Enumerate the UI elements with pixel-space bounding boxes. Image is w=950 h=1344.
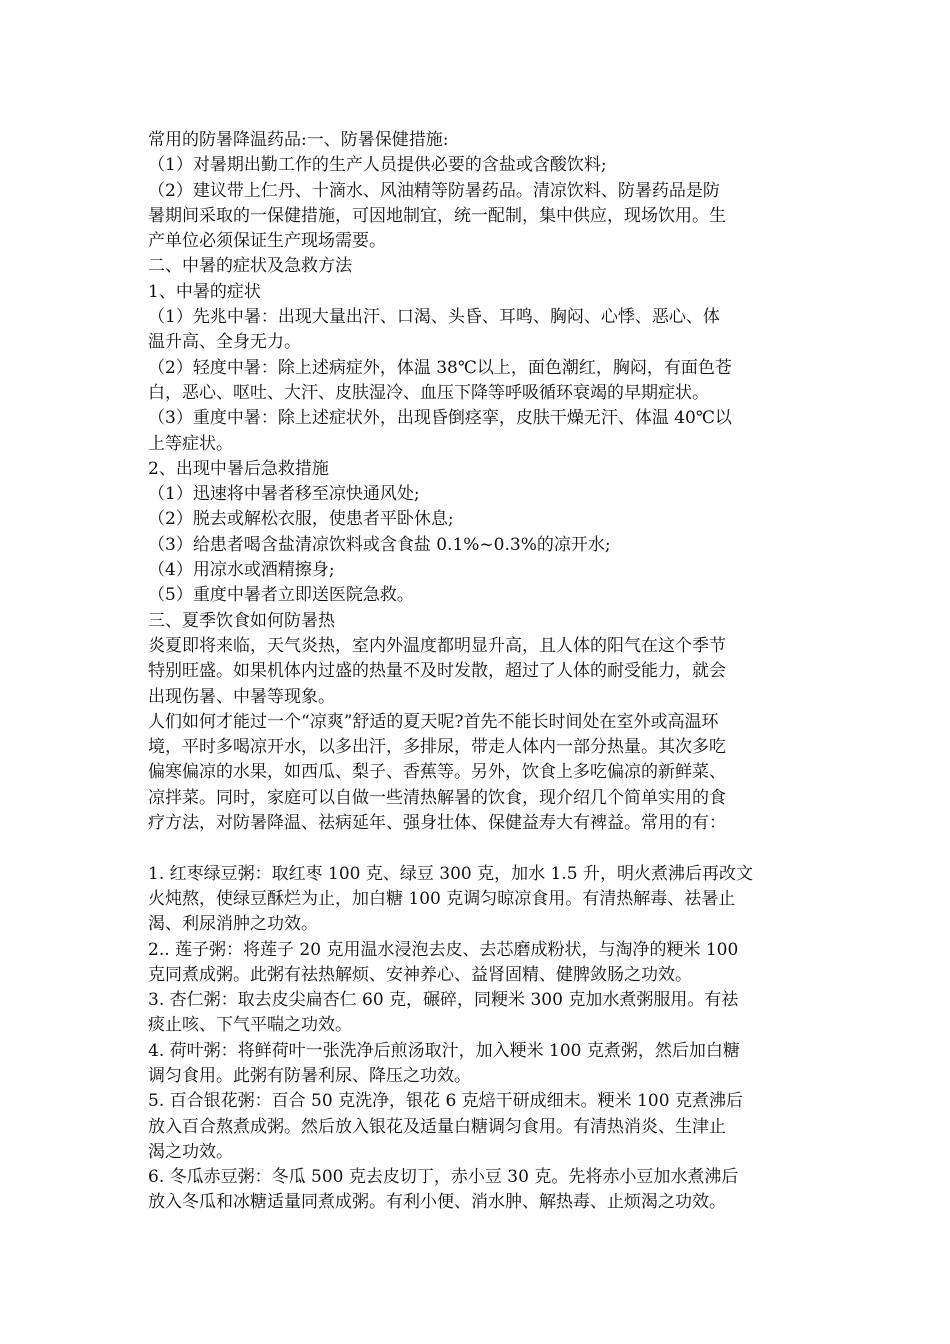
text-line: 调匀食用。此粥有防暑利尿、降压之功效。 [148,1065,471,1086]
text-line: （5）重度中暑者立即送医院急救。 [148,585,414,606]
text-line: （4）用凉水或酒精擦身; [148,560,335,581]
text-line: 暑期间采取的一保健措施，可因地制宜，统一配制，集中供应，现场饮用。生 [148,205,726,226]
text-line: 1、中暑的症状 [148,281,261,302]
text-line: 5. 百合银花粥：百合 50 克洗净，银花 6 克焙干研成细末。粳米 100 克煮沸后 [148,1091,743,1112]
text-line: 上等症状。 [148,433,233,454]
text-line: 渴、利尿消肿之功效。 [148,914,318,935]
text-line: （1）对暑期出勤工作的生产人员提供必要的含盐或含酸饮料; [148,155,607,176]
text-line: 境，平时多喝凉开水，以多出汗，多排尿，带走人体内一部分热量。其次多吃 [148,737,726,758]
text-line: 6. 冬瓜赤豆粥：冬瓜 500 克去皮切丁，赤小豆 30 克。先将赤小豆加水煮沸后 [148,1167,739,1188]
text-line: 火炖熬，使绿豆酥烂为止，加白糖 100 克调匀晾凉食用。有清热解毒、祛暑止 [148,888,736,909]
text-line: 渴之功效。 [148,1141,233,1162]
text-line: 温升高、全身无力。 [148,332,301,353]
text-line: 4. 荷叶粥：将鲜荷叶一张洗净后煎汤取汁，加入粳米 100 克煮粥，然后加白糖 [148,1040,740,1061]
text-line: 常用的防暑降温药品:一、防暑保健措施: [148,130,449,150]
text-line: （3）给患者喝含盐清凉饮料或含食盐 0.1%~0.3%的凉开水; [148,534,611,555]
text-line: 放入百合熬煮成粥。然后放入银花及适量白糖调匀食用。有清热消炎、生津止 [148,1116,726,1137]
text-line: 1. 红枣绿豆粥：取红枣 100 克、绿豆 300 克，加水 1.5 升，明火煮沸后再改文 [148,863,753,884]
text-line: 放入冬瓜和冰糖适量同煮成粥。有利小便、消水肿、解热毒、止烦渴之功效。 [148,1192,726,1213]
text-line: 3. 杏仁粥：取去皮尖扁杏仁 60 克，碾碎，同粳米 300 克加水煮粥服用。有祛 [148,990,739,1011]
text-line: 特别旺盛。如果机体内过盛的热量不及时发散，超过了人体的耐受能力，就会 [148,661,726,682]
text-line: 痰止咳、下气平喘之功效。 [148,1015,352,1036]
text-line: 白，恶心、呕吐、大汗、皮肤湿冷、血压下降等呼吸循环衰竭的早期症状。 [148,382,709,403]
text-line: 2.. 莲子粥：将莲子 20 克用温水浸泡去皮、去芯磨成粉状，与淘净的粳米 100 [148,939,739,960]
text-line: 偏寒偏凉的水果，如西瓜、梨子、香蕉等。另外，饮食上多吃偏凉的新鲜菜、 [148,762,726,783]
text-line: 二、中暑的症状及急救方法 [148,256,352,277]
text-line: 克同煮成粥。此粥有祛热解烦、安神养心、益肾固精、健脾敛肠之功效。 [148,964,692,985]
text-line: 三、夏季饮食如何防暑热 [148,610,335,631]
text-line: 产单位必须保证生产现场需要。 [148,231,386,252]
text-line: （2）建议带上仁丹、十滴水、风油精等防暑药品。清凉饮料、防暑药品是防 [148,180,720,201]
text-line: （2）脱去或解松衣服，使患者平卧休息; [148,509,454,530]
text-line: 2、出现中暑后急救措施 [148,458,329,479]
blank-line [148,836,808,861]
text-line: 凉拌菜。同时，家庭可以自做一些清热解暑的饮食，现介绍几个简单实用的食 [148,787,726,808]
text-line: 疗方法，对防暑降温、祛病延年、强身壮体、保健益寿大有裨益。常用的有： [148,813,726,834]
text-line: 炎夏即将来临，天气炎热，室内外温度都明显升高，且人体的阳气在这个季节 [148,635,726,656]
text-line: （1）迅速将中暑者移至凉快通风处; [148,484,420,505]
text-line: 出现伤暑、中暑等现象。 [148,686,335,707]
text-line: （3）重度中暑：除上述症状外，出现昏倒痉挛，皮肤干燥无汗、体温 40℃以 [148,408,732,429]
text-line: 人们如何才能过一个“凉爽”舒适的夏天呢?首先不能长时间处在室外或高温环 [148,711,719,732]
text-line: （1）先兆中暑：出现大量出汗、口渴、头昏、耳鸣、胸闷、心悸、恶心、体 [148,307,720,328]
document-body [148,128,808,1216]
text-line: （2）轻度中暑：除上述病症外，体温 38℃以上，面色潮红，胸闷，有面色苍 [148,357,732,378]
